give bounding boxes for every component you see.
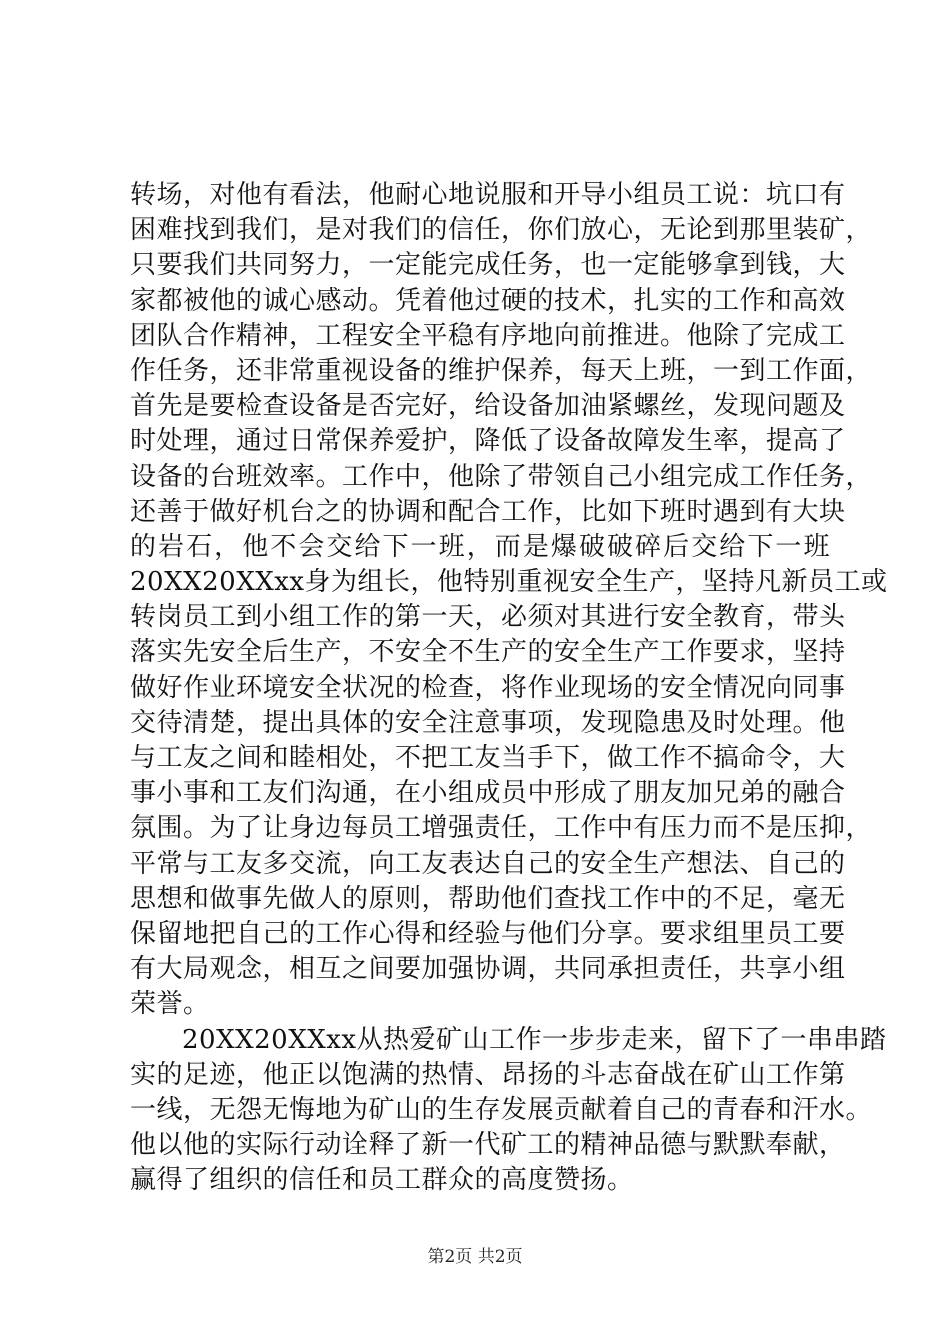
text-line: 氛围。为了让身边每员工增强责任，工作中有压力而不是压抑， <box>130 813 873 844</box>
text-line: 保留地把自己的工作心得和经验与他们分享。要求组里员工要 <box>130 918 846 949</box>
text-line: 一线，无怨无悔地为矿山的生存发展贡献着自己的青春和汗水。 <box>130 1094 873 1125</box>
text-line: 平常与工友多交流，向工友表达自己的安全生产想法、自己的 <box>130 848 846 879</box>
text-line: 有大局观念，相互之间要加强协调，共同承担责任，共享小组 <box>130 954 846 985</box>
page-number: 第2页 共2页 <box>427 1247 523 1267</box>
text-line: 与工友之间和睦相处，不把工友当手下，做工作不搞命令，大 <box>130 743 846 773</box>
text-line: 实的足迹，他正以饱满的热情、昂扬的斗志奋战在矿山工作第 <box>130 1059 846 1090</box>
text-line: 家都被他的诚心感动。凭着他过硬的技术，扎实的工作和高效 <box>130 285 846 316</box>
text-line: 赢得了组织的信任和员工群众的高度赞扬。 <box>130 1165 634 1196</box>
text-line: 事小事和工友们沟通，在小组成员中形成了朋友加兄弟的融合 <box>130 778 846 809</box>
text-line: 荣誉。 <box>130 989 210 1020</box>
text-line: 设备的台班效率。工作中，他除了带领自己小组完成工作任务， <box>130 461 873 492</box>
text-line: 交待清楚，提出具体的安全注意事项，发现隐患及时处理。他 <box>130 707 846 738</box>
text-line: 他以他的实际行动诠释了新一代矿工的精神品德与默默奉献， <box>130 1130 846 1161</box>
text-line: 作任务，还非常重视设备的维护保养，每天上班，一到工作面， <box>130 355 873 386</box>
text-line: 20XX20XXxx身为组长，他特别重视安全生产，坚持凡新员工或 <box>130 567 888 598</box>
text-line: 首先是要检查设备是否完好，给设备加油紧螺丝，发现问题及 <box>130 391 846 422</box>
document-body <box>130 178 888 1198</box>
paragraph-1 <box>130 178 888 1023</box>
text-line: 思想和做事先做人的原则，帮助他们查找工作中的不足，毫无 <box>130 883 846 914</box>
text-line: 只要我们共同努力，一定能完成任务，也一定能够拿到钱，大 <box>130 250 846 281</box>
text-line: 落实先安全后生产，不安全不生产的安全生产工作要求，坚持 <box>130 637 846 668</box>
text-line: 转岗员工到小组工作的第一天，必须对其进行安全教育，带头 <box>130 602 846 633</box>
paragraph-2 <box>130 1023 887 1199</box>
text-line: 还善于做好机台之的协调和配合工作，比如下班时遇到有大块 <box>130 496 846 527</box>
text-line: 20XX20XXxx从热爱矿山工作一步步走来，留下了一串串踏 <box>182 1024 887 1055</box>
text-line: 困难找到我们，是对我们的信任，你们放心，无论到那里装矿， <box>130 215 873 246</box>
text-line: 的岩石，他不会交给下一班，而是爆破破碎后交给下一班 <box>130 531 830 562</box>
text-line: 转场，对他有看法，他耐心地说服和开导小组员工说：坑口有 <box>130 180 846 210</box>
text-line: 做好作业环境安全状况的检查，将作业现场的安全情况向同事 <box>130 672 846 703</box>
text-line: 时处理，通过日常保养爱护，降低了设备故障发生率，提高了 <box>130 426 846 457</box>
text-line: 团队合作精神，工程安全平稳有序地向前推进。他除了完成工 <box>130 320 846 351</box>
